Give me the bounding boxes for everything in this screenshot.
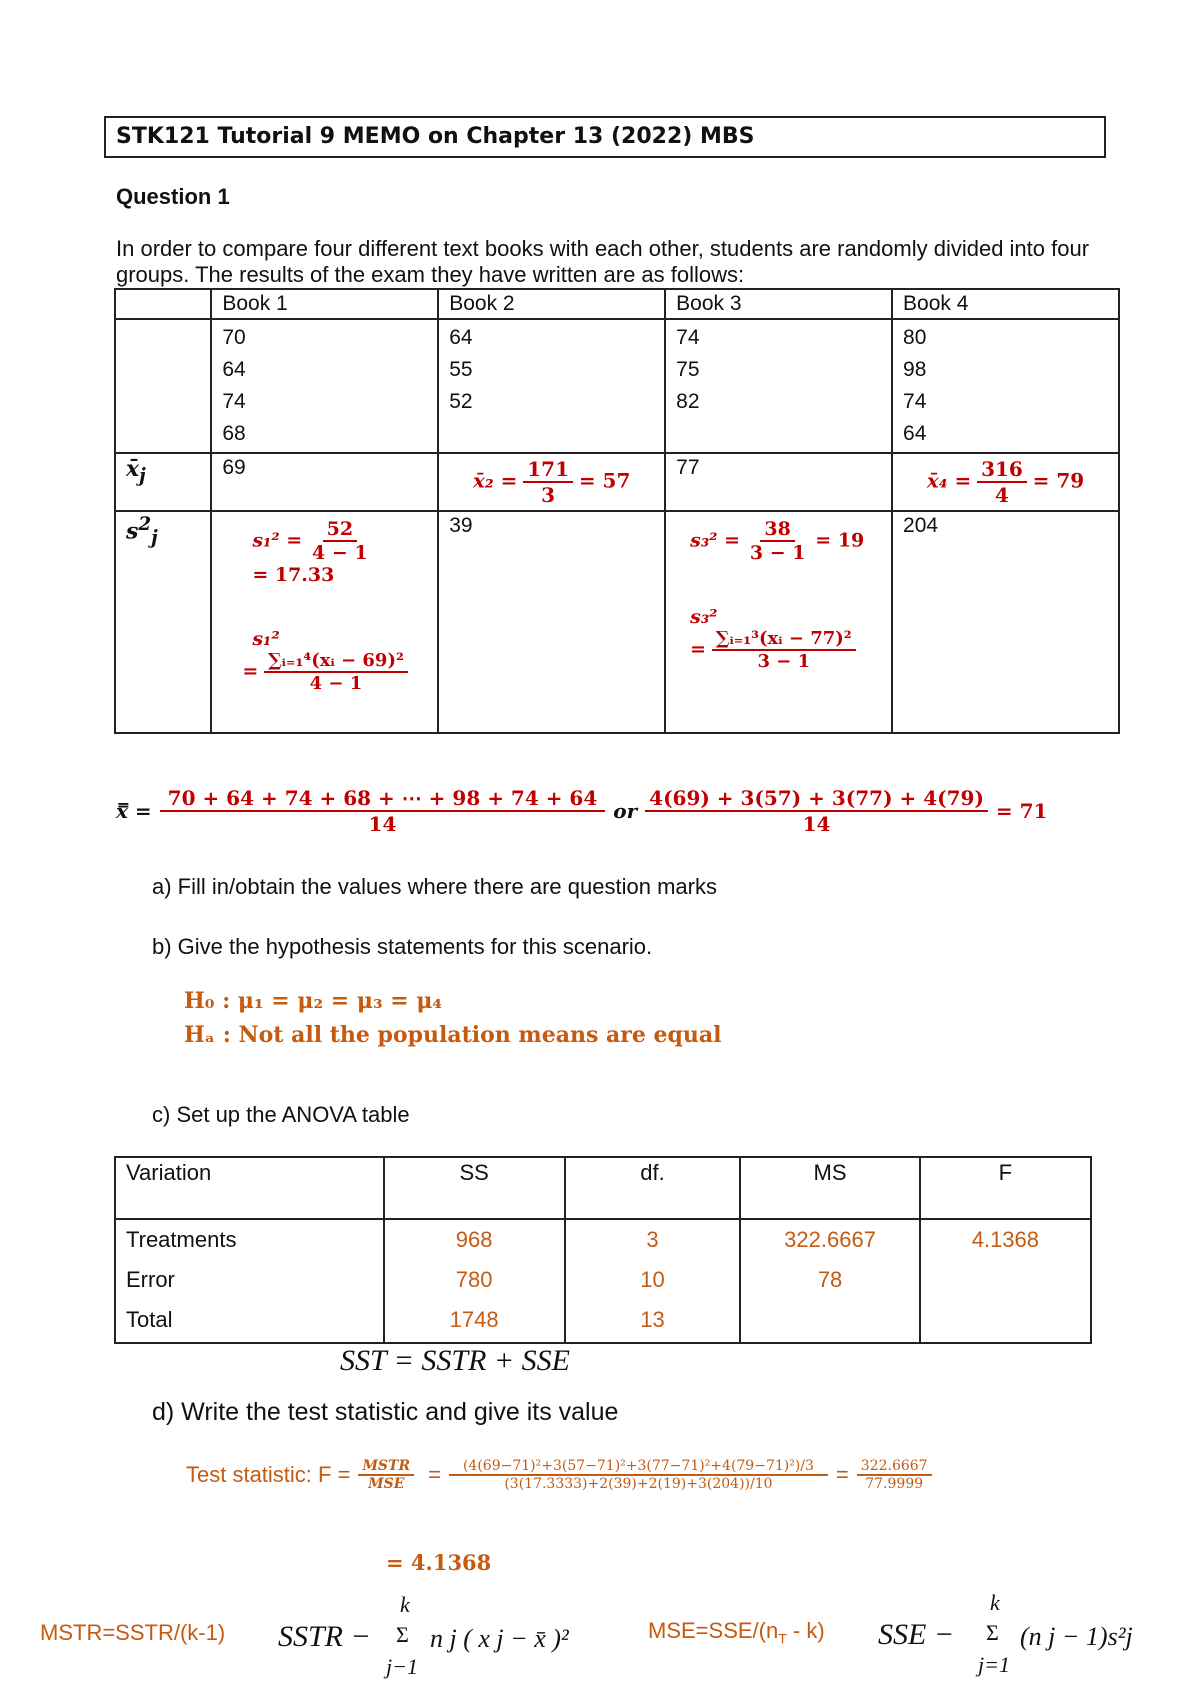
grand-mean-result: = 71 [995,799,1048,823]
mse-definition [648,1618,825,1646]
f-treatments: 4.1368 [971,1227,1040,1252]
score: 64 [903,422,927,445]
df-treatments: 3 [646,1227,659,1252]
variance-1-denominator: 4 − 1 [312,542,368,564]
variance-3-denominator: 3 − 1 [749,542,806,564]
book-3-scores [665,319,892,453]
variance-3-def-numerator: ∑ᵢ₌₁³(xᵢ − 77)² [712,628,856,651]
ms-ratio-fraction [857,1458,932,1492]
document-title: STK121 Tutorial 9 MEMO on Chapter 13 (2022) MBS [104,116,1106,158]
means-row [115,453,1119,511]
variance-1-fraction [308,518,372,564]
df-error: 10 [640,1267,665,1292]
score: 52 [449,390,473,413]
mstr-mse-fraction [358,1458,414,1492]
mean-book-1: 69 [211,453,438,511]
ss-treatments: 968 [455,1227,493,1252]
variance-3-formula [690,518,881,564]
ss-error: 780 [455,1267,493,1292]
row-error: Error [126,1267,175,1292]
header-book-3: Book 3 [665,289,892,319]
header-blank [115,289,211,319]
mean-4-numerator: 316 [977,457,1027,483]
mstr-numerator: MSTR [358,1458,414,1476]
anova-sources [115,1219,384,1343]
anova-ms-column [740,1219,919,1343]
mse-denominator: MSE [368,1476,405,1492]
score: 75 [676,358,700,381]
header-book-4: Book 4 [892,289,1119,319]
header-book-2: Book 2 [438,289,665,319]
mean-book-3: 77 [665,453,892,511]
scores-table [114,288,1120,734]
score: 82 [676,390,700,413]
grand-mean-numerator-1: 70 + 64 + 74 + 68 + ⋯ + 98 + 74 + 64 [160,786,606,812]
mean-2-denominator: 3 [541,483,556,507]
scores-label-blank [115,319,211,453]
variance-book-2: 39 [438,511,665,733]
equals-sign: = [428,1462,441,1487]
variance-1-definition [242,650,427,694]
variance-3-numerator: 38 [760,518,794,542]
variance-3-def-fraction [712,628,856,672]
part-a: a) Fill in/obtain the values where there are question marks [152,874,717,899]
equals-sign: = [835,1462,849,1487]
variance-1-def-denominator: 4 − 1 [309,673,363,694]
mean-2-fraction [523,457,573,507]
sse-sum-top: k [990,1590,1000,1615]
variance-row-label: $s^2_j$ [115,511,211,733]
grand-mean-fraction-1 [160,786,606,836]
sstr-lead: SSTR − [278,1620,371,1653]
part-b: b) Give the hypothesis statements for this scenario. [152,934,653,959]
sse-sum-bottom: j=1 [978,1652,1010,1677]
question-intro: In order to compare four different text books with each other, students are randomly divided into four groups. The results of the exam they have written are as follows: [116,236,1090,287]
sstr-body: n j ( x j − x̄ )² [430,1624,569,1653]
anova-header-row [115,1157,1091,1219]
score: 70 [222,326,246,349]
variances-row [115,511,1119,733]
variance-3-fraction [746,518,810,564]
row-treatments: Treatments [126,1227,237,1252]
score: 74 [676,326,700,349]
anova-header-df: df. [565,1157,741,1219]
mean-symbol: x̄ [126,456,140,482]
equals-sign: = [690,638,707,661]
null-hypothesis: H₀ : μ₁ = μ₂ = μ₃ = μ₄ [184,988,443,1014]
sse-lead: SSE − [878,1618,955,1651]
header-book-1: Book 1 [211,289,438,319]
anova-df-column [565,1219,741,1343]
ms-error: 78 [817,1267,843,1292]
anova-body [115,1219,1091,1343]
alternative-hypothesis: Hₐ : Not all the population means are equal [184,1022,722,1048]
mean-subscript: j [139,465,146,487]
mean-book-4 [892,453,1119,511]
mean-4-fraction [977,457,1027,507]
mse-subscript: T [778,1630,787,1647]
variance-subscript: j [151,527,158,549]
book-4-scores [892,319,1119,453]
grand-mean-lhs: x̿ = [116,799,152,823]
mean-book-2 [438,453,665,511]
mean-2-rhs: = 57 [578,468,631,493]
score: 74 [903,390,927,413]
score: 55 [449,358,473,381]
mean-row-label [115,453,211,511]
grand-mean-numerator-2: 4(69) + 3(57) + 3(77) + 4(79) [645,786,988,812]
grand-mean-denominator-1: 14 [368,812,397,836]
test-statistic-formula [186,1458,932,1492]
mean-2-lhs: x̄₂ = [472,468,518,493]
mse-end: - k) [786,1618,825,1643]
grand-mean-fraction-2 [645,786,988,836]
variance-book-4: 204 [892,511,1119,733]
variance-3-result: = 19 [815,529,865,552]
variance-book-3 [665,511,892,733]
scores-row [115,319,1119,453]
df-total: 13 [640,1307,665,1332]
computation-numerator: (4(69−71)²+3(57−71)²+3(77−71)²+4(79−71)²)/3 [449,1458,828,1476]
row-total: Total [126,1307,173,1332]
equals-sign: = [242,660,259,683]
book-1-scores [211,319,438,453]
sstr-sum-symbol: Σ [396,1622,409,1647]
sstr-formula [278,1592,608,1682]
anova-header-variation: Variation [115,1157,384,1219]
variance-book-1 [211,511,438,733]
table-header-row [115,289,1119,319]
variance-3-definition [690,628,881,672]
anova-table [114,1156,1092,1344]
question-heading: Question 1 [116,184,230,209]
part-c: c) Set up the ANOVA table [152,1102,410,1127]
sstr-sum-bottom: j−1 [386,1654,418,1679]
score: 68 [222,422,246,445]
variance-symbol: s [126,518,139,545]
variance-1-lhs: s₁² = [252,529,303,552]
test-statistic-label: Test statistic: F = [186,1462,351,1487]
score: 64 [449,326,473,349]
variance-1-def-fraction [264,650,408,694]
mean-2-numerator: 171 [523,457,573,483]
variance-1-formula [252,518,427,564]
anova-header-f: F [920,1157,1091,1219]
variance-3-def-denominator: 3 − 1 [757,651,811,672]
variance-3-lhs: s₃² = [690,529,741,552]
mean-4-rhs: = 79 [1032,468,1085,493]
score: 64 [222,358,246,381]
variance-1-numerator: 52 [323,518,357,542]
book-2-scores [438,319,665,453]
mean-4-denominator: 4 [994,483,1009,507]
mstr-definition: MSTR=SSTR/(k-1) [40,1620,226,1645]
anova-header-ss: SS [384,1157,565,1219]
computation-fraction [449,1458,828,1492]
anova-header-ms: MS [740,1157,919,1219]
sstr-sum-top: k [400,1592,410,1617]
variance-1-def-lhs: s₁² [252,628,280,650]
ms-ratio-numerator: 322.6667 [857,1458,932,1476]
computation-denominator: (3(17.3333)+2(39)+2(19)+3(204))/10 [504,1476,773,1492]
grand-mean-denominator-2: 14 [802,812,831,836]
score: 98 [903,358,927,381]
variance-3-def-lhs: s₃² [690,606,718,628]
sse-formula [878,1590,1178,1682]
mse-text: MSE=SSE/(n [648,1618,779,1643]
sst-formula: SST = SSTR + SSE [340,1344,570,1377]
anova-ss-column [384,1219,565,1343]
sse-body: (n j − 1)s²j [1020,1622,1133,1651]
ms-treatments: 322.6667 [784,1227,876,1252]
variance-1-result: = 17.33 [252,564,335,586]
variance-1-def-numerator: ∑ᵢ₌₁⁴(xᵢ − 69)² [264,650,408,673]
or-word: or [613,799,638,823]
score: 80 [903,326,927,349]
grand-mean-formula [116,786,1047,836]
ss-total: 1748 [449,1307,499,1332]
ms-ratio-denominator: 77.9999 [865,1476,924,1492]
sse-sum-symbol: Σ [986,1620,999,1645]
mean-4-lhs: x̄₄ = [926,468,972,493]
anova-f-column [920,1219,1091,1343]
score: 74 [222,390,246,413]
part-d: d) Write the test statistic and give its value [152,1398,619,1426]
test-statistic-result: = 4.1368 [386,1550,492,1575]
